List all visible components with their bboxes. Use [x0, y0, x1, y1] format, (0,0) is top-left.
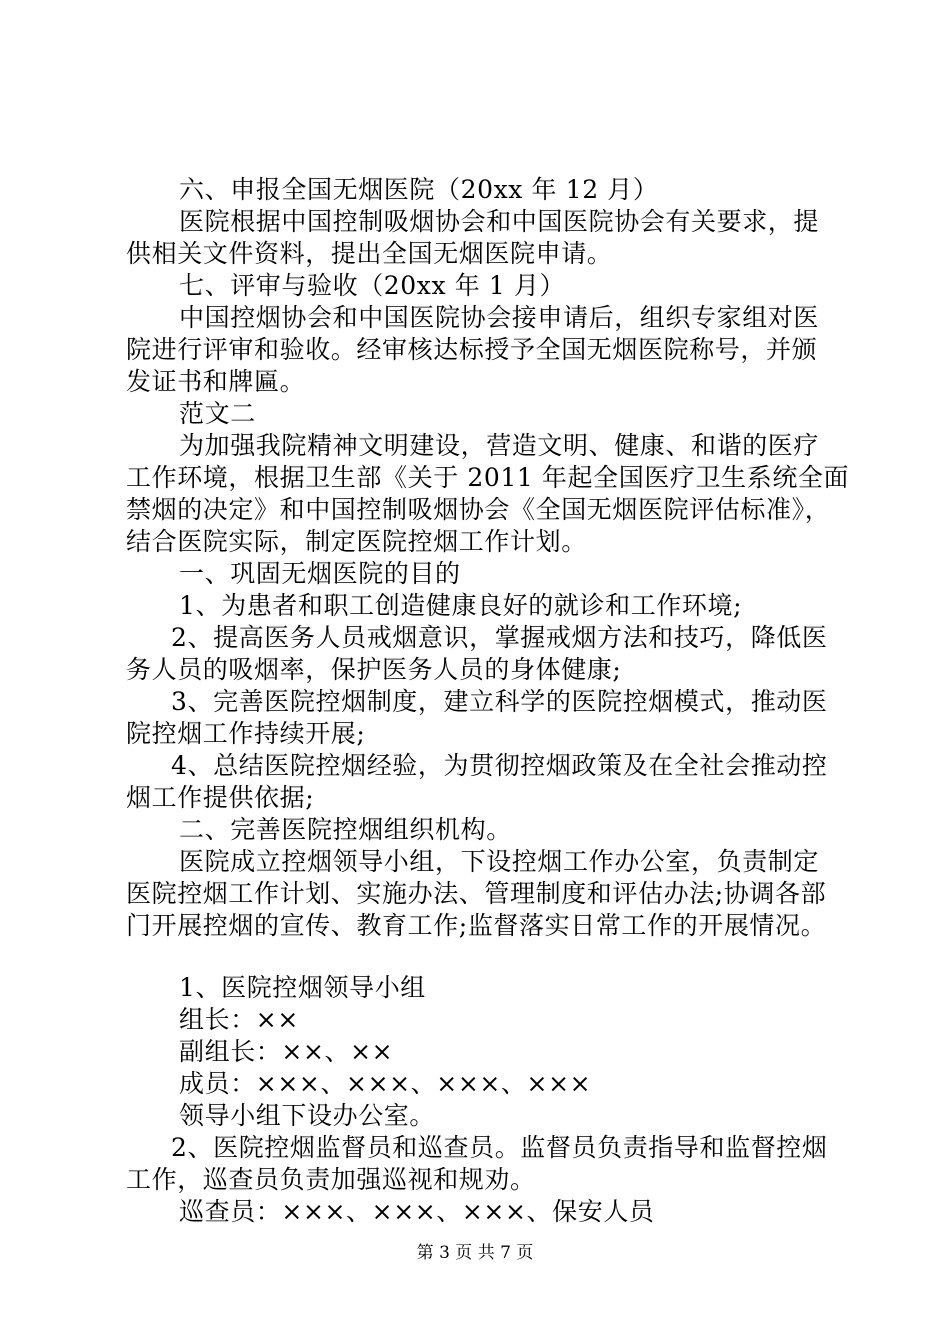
- paragraph-line: 为加强我院精神文明建设，营造文明、健康、和谐的医疗: [179, 431, 820, 460]
- list-item: 2、提高医务人员戒烟意识，掌握戒烟方法和技巧，降低医: [171, 623, 828, 652]
- section-heading: 范文二: [179, 399, 256, 428]
- page-number-footer: 第 3 页 共 7 页: [416, 1243, 534, 1263]
- paragraph-line: 副组长：××、××: [179, 1037, 394, 1066]
- section-heading: 一、巩固无烟医院的目的: [179, 559, 461, 588]
- paragraph-line: 医院根据中国控制吸烟协会和中国医院协会有关要求，提: [179, 207, 820, 236]
- paragraph-line: 巡查员：×××、×××、×××、保安人员: [179, 1197, 655, 1226]
- paragraph-line: 发证书和牌匾。: [126, 367, 306, 396]
- paragraph-line: 组长：××: [179, 1005, 299, 1034]
- paragraph-line: 工作，巡查员负责加强巡视和规劝。: [126, 1165, 536, 1194]
- list-item: 4、总结医院控烟经验，为贯彻控烟政策及在全社会推动控: [171, 751, 828, 780]
- section-heading: 七、评审与验收（20xx 年 1 月）: [179, 271, 566, 300]
- paragraph-line: 烟工作提供依据;: [126, 783, 315, 812]
- paragraph-line: 成员：×××、×××、×××、×××: [179, 1069, 592, 1098]
- paragraph-line: 院进行评审和验收。经审核达标授予全国无烟医院称号，并颁: [126, 335, 818, 364]
- paragraph-line: 结合医院实际，制定医院控烟工作计划。: [126, 527, 587, 556]
- list-item: 3、完善医院控烟制度，建立科学的医院控烟模式，推动医: [171, 687, 828, 716]
- paragraph-line: 医院控烟工作计划、实施办法、管理制度和评估办法;协调各部: [126, 879, 827, 908]
- paragraph-line: 禁烟的决定》和中国控制吸烟协会《全国无烟医院评估标准》，: [126, 495, 831, 524]
- paragraph-line: 院控烟工作持续开展;: [126, 719, 366, 748]
- section-heading: 二、完善医院控烟组织机构。: [179, 815, 512, 844]
- paragraph-line: 门开展控烟的宣传、教育工作;监督落实日常工作的开展情况。: [126, 911, 827, 940]
- blank-line: [126, 942, 836, 972]
- paragraph-line: 务人员的吸烟率，保护医务人员的身体健康;: [126, 655, 622, 684]
- list-item: 2、医院控烟监督员和巡查员。监督员负责指导和监督控烟: [171, 1133, 828, 1162]
- paragraph-line: 中国控烟协会和中国医院协会接申请后，组织专家组对医: [179, 303, 820, 332]
- paragraph-line: 工作环境，根据卫生部《关于 2011 年起全国医疗卫生系统全面: [126, 463, 850, 492]
- list-item: 1、医院控烟领导小组: [179, 973, 426, 1002]
- section-heading: 六、申报全国无烟医院（20xx 年 12 月）: [179, 175, 659, 204]
- paragraph-line: 领导小组下设办公室。: [179, 1101, 436, 1130]
- document-body: [126, 174, 850, 1228]
- paragraph-line: 供相关文件资料，提出全国无烟医院申请。: [126, 239, 613, 268]
- paragraph-line: 医院成立控烟领导小组，下设控烟工作办公室，负责制定: [179, 847, 820, 876]
- list-item: 1、为患者和职工创造健康良好的就诊和工作环境;: [179, 591, 743, 620]
